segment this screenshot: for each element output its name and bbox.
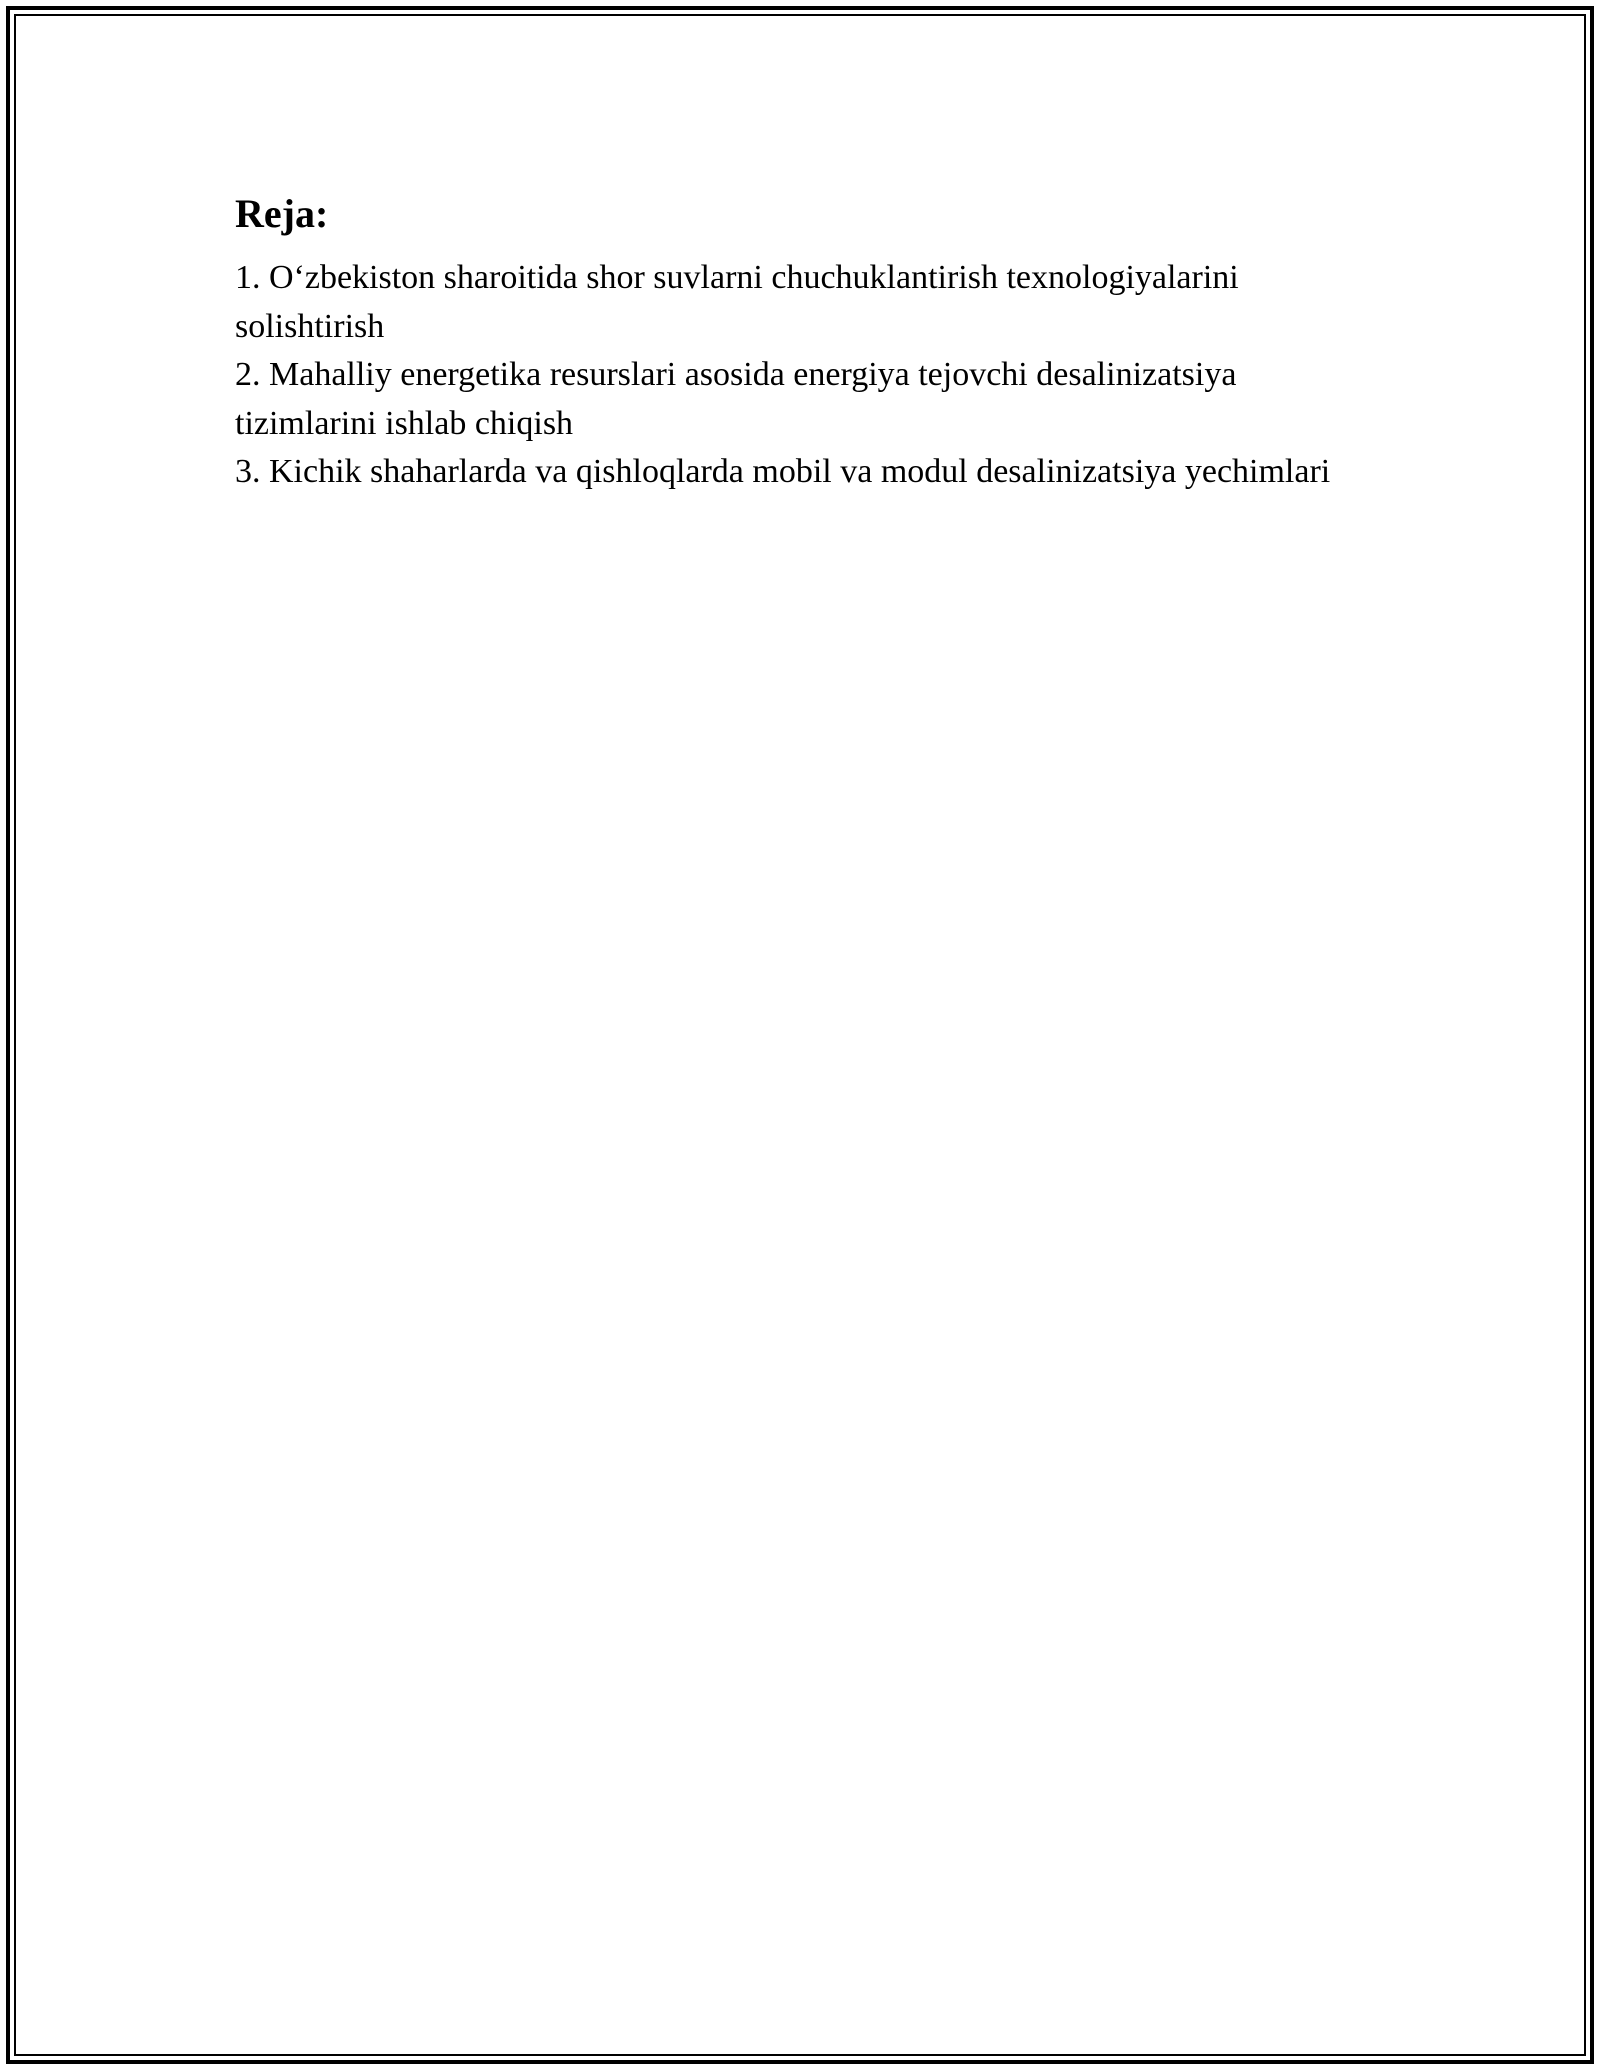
plan-list: [235, 254, 1385, 497]
document-body: [235, 184, 1385, 497]
plan-item-2: 2. Mahalliy energetika resurslari asosida energiya tejovchi desalinizatsiya tizimlarini ishlab chiqish: [235, 356, 1237, 442]
plan-item-3: 3. Kichik shaharlarda va qishloqlarda mobil va modul desalinizatsiya yechimlari: [235, 453, 1331, 490]
plan-item-1: 1. O‘zbekiston sharoitida shor suvlarni chuchuklantirish texnologiyalarini solishtirish: [235, 259, 1239, 345]
plan-heading: Reja:: [235, 191, 329, 236]
